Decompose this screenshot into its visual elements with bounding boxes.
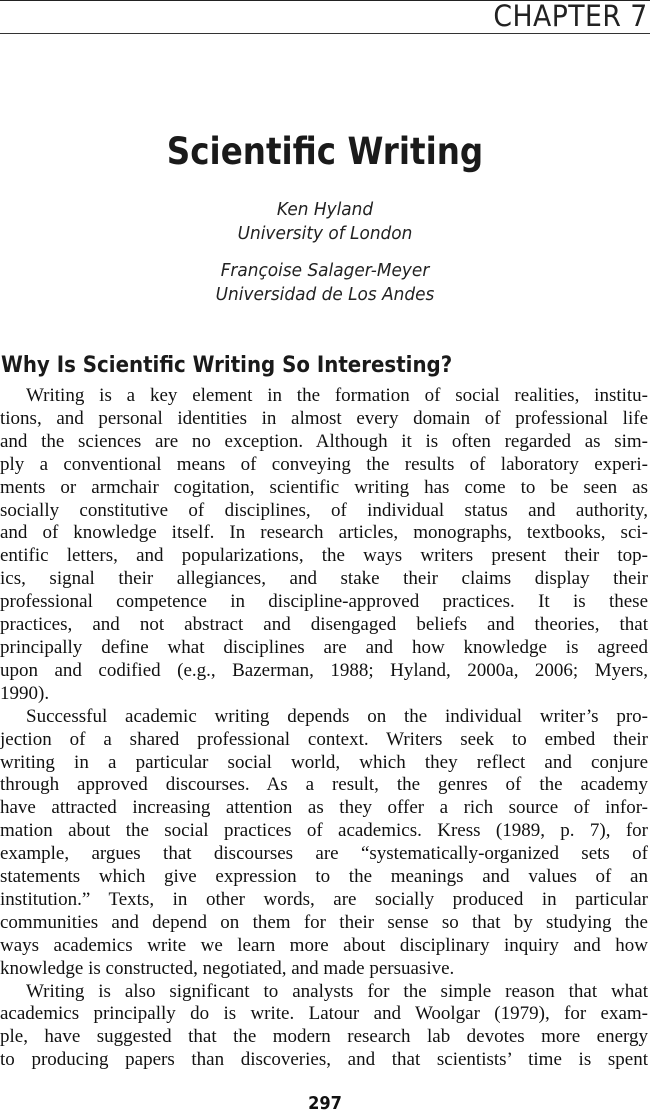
text-line: writing in a particular social world, which they reflect and conjure bbox=[0, 751, 648, 773]
chapter-label: CHAPTER 7 bbox=[493, 0, 648, 33]
text-line: socially constitutive of disciplines, of individual status and authority, bbox=[0, 499, 648, 521]
text-line: have attracted increasing attention as they offer a rich source of infor- bbox=[0, 797, 648, 819]
text-line: and the sciences are no exception. Although it is often regarded as sim- bbox=[0, 430, 648, 452]
text-line: tions, and personal identities in almost every domain of professional life bbox=[0, 407, 648, 429]
text-line: upon and codified (e.g., Bazerman, 1988; Hyland, 2000a, 2006; Myers, bbox=[0, 659, 648, 681]
page-number: 297 bbox=[308, 1093, 342, 1114]
text-line: Writing is also significant to analysts for the simple reason that what bbox=[26, 980, 648, 1002]
text-line: ments or armchair cogitation, scientific writing has come to be seen as bbox=[0, 476, 648, 498]
section-heading: Why Is Scientific Writing So Interesting? bbox=[1, 353, 453, 378]
text-line: mation about the social practices of academics. Kress (1989, p. 7), for bbox=[0, 820, 648, 842]
text-line: professional competence in discipline-approved practices. It is these bbox=[0, 591, 648, 613]
text-line: Writing is a key element in the formation of social realities, institu- bbox=[26, 385, 648, 406]
text-line: to producing papers than discoveries, and that scientists’ time is spent bbox=[0, 1049, 648, 1071]
author-affiliation: Universidad de Los Andes bbox=[215, 284, 435, 305]
text-line: example, argues that discourses are “systematically-organized sets of bbox=[0, 843, 648, 865]
text-line: ways academics write we learn more about disciplinary inquiry and how bbox=[0, 934, 648, 956]
text-line: ics, signal their allegiances, and stake their claims display their bbox=[0, 568, 648, 590]
text-line: entific letters, and popularizations, the ways writers present their top- bbox=[0, 545, 648, 567]
text-line: principally define what disciplines are and how knowledge is agreed bbox=[0, 636, 648, 658]
author-block-1 bbox=[0, 198, 650, 246]
text-line: knowledge is constructed, negotiated, and made persuasive. bbox=[0, 957, 455, 979]
body-text bbox=[0, 385, 648, 1072]
author-block-2 bbox=[0, 259, 650, 307]
text-line: 1990). bbox=[0, 682, 50, 704]
paragraph bbox=[0, 385, 648, 706]
author-name: Françoise Salager-Meyer bbox=[220, 260, 430, 281]
paragraph bbox=[0, 981, 648, 1073]
text-line: communities and depend on them for their sense so that by studying the bbox=[0, 911, 648, 933]
chapter-rule bbox=[0, 33, 650, 34]
text-line: ple, have suggested that the modern research lab devotes more energy bbox=[0, 1026, 648, 1048]
text-line: Successful academic writing depends on the individual writer’s pro- bbox=[26, 705, 648, 727]
paragraph bbox=[0, 706, 648, 981]
text-line: academics principally do is write. Latour and Woolgar (1979), for exam- bbox=[0, 1003, 648, 1025]
author-affiliation: University of London bbox=[237, 223, 413, 244]
text-line: statements which give expression to the meanings and values of an bbox=[0, 866, 648, 888]
text-line: jection of a shared professional context. Writers seek to embed their bbox=[0, 728, 648, 750]
text-line: practices, and not abstract and disengaged beliefs and theories, that bbox=[0, 614, 648, 636]
text-line: through approved discourses. As a result, the genres of the academy bbox=[0, 774, 648, 796]
text-line: ply a conventional means of conveying the results of laboratory experi- bbox=[0, 453, 648, 475]
chapter-title: Scientific Writing bbox=[166, 130, 484, 173]
text-line: and of knowledge itself. In research articles, monographs, textbooks, sci- bbox=[0, 522, 648, 544]
author-name: Ken Hyland bbox=[276, 199, 374, 220]
text-line: institution.” Texts, in other words, are socially produced in particular bbox=[0, 888, 648, 910]
